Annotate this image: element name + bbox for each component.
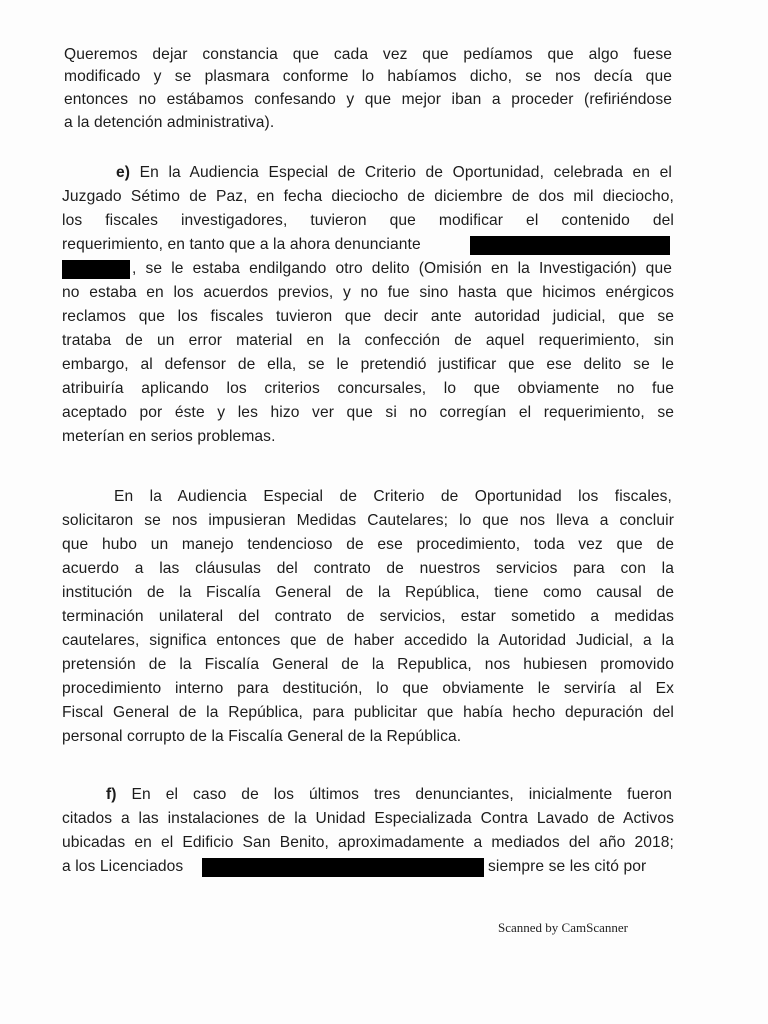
text-line: modificado y se plasmara conforme lo habíamos dicho, se nos decía que	[64, 68, 672, 85]
redaction-bar	[62, 260, 130, 279]
text-line: personal corrupto de la Fiscalía General de la República.	[62, 728, 462, 745]
text-line: reclamos que los fiscales tuvieron que decir ante autoridad judicial, que se	[62, 308, 674, 325]
text-span: En el caso de los últimos tres denunciantes, inicialmente fueron	[116, 786, 672, 803]
text-line: procedimiento interno para destitución, lo que obviamente le serviría al Ex	[62, 680, 674, 697]
text-line: solicitaron se nos impusieran Medidas Cautelares; lo que nos lleva a concluir	[62, 512, 674, 529]
item-label-f: f)	[106, 786, 117, 803]
text-line: que hubo un manejo tendencioso de ese procedimiento, toda vez que de	[62, 536, 674, 553]
text-line: a los Licenciados	[62, 858, 184, 875]
text-span: En la Audiencia Especial de Criterio de Oportunidad, celebrada en el	[130, 164, 672, 181]
text-line: institución de la Fiscalía General de la República, tiene como causal de	[62, 584, 674, 601]
text-line: Juzgado Sétimo de Paz, en fecha dieciocho de diciembre de dos mil dieciocho,	[62, 188, 674, 205]
text-line: trataba de un error material en la confección de aquel requerimiento, sin	[62, 332, 674, 349]
text-line: cautelares, significa entonces que de haber accedido la Autoridad Judicial, a la	[62, 632, 674, 649]
text-line: citados a las instalaciones de la Unidad Especializada Contra Lavado de Activos	[62, 810, 674, 827]
text-line: no estaba en los acuerdos previos, y no fue sino hasta que hicimos enérgicos	[62, 284, 674, 301]
text-line: Fiscal General de la República, para publicitar que había hecho depuración del	[62, 704, 674, 721]
text-line: a la detención administrativa).	[64, 114, 275, 131]
text-line: , se le estaba endilgando otro delito (Omisión en la Investigación) que	[132, 260, 672, 277]
text-line: acuerdo a las cláusulas del contrato de nuestros servicios para con la	[62, 560, 674, 577]
text-line: En la Audiencia Especial de Criterio de Oportunidad los fiscales,	[114, 488, 672, 505]
text-line: terminación unilateral del contrato de servicios, estar sometido a medidas	[62, 608, 674, 625]
text-line: entonces no estábamos confesando y que mejor iban a proceder (refiriéndose	[64, 91, 672, 108]
text-line: pretensión de la Fiscalía General de la Republica, nos hubiesen promovido	[62, 656, 674, 673]
text-line: ubicadas en el Edificio San Benito, aproximadamente a mediados del año 2018;	[62, 834, 674, 851]
text-line: siempre se les citó por	[488, 858, 647, 875]
text-line: atribuiría aplicando los criterios concursales, lo que obviamente no fue	[62, 380, 674, 397]
text-line: embargo, al defensor de ella, se le pretendió justificar que ese delito se le	[62, 356, 674, 373]
text-line: aceptado por éste y les hizo ver que si no corregían el requerimiento, se	[62, 404, 674, 421]
text-line: los fiscales investigadores, tuvieron que modificar el contenido del	[62, 212, 674, 229]
text-line: Queremos dejar constancia que cada vez que pedíamos que algo fuese	[64, 46, 672, 63]
paragraph-e-first-line	[116, 162, 672, 184]
redaction-bar	[202, 858, 484, 877]
text-line: meterían en serios problemas.	[62, 428, 276, 445]
paragraph-f-first-line	[106, 784, 672, 806]
item-label-e: e)	[116, 164, 131, 181]
redaction-bar	[470, 236, 670, 255]
text-line: requerimiento, en tanto que a la ahora denunciante	[62, 236, 421, 253]
scanner-watermark: Scanned by CamScanner	[498, 920, 628, 935]
